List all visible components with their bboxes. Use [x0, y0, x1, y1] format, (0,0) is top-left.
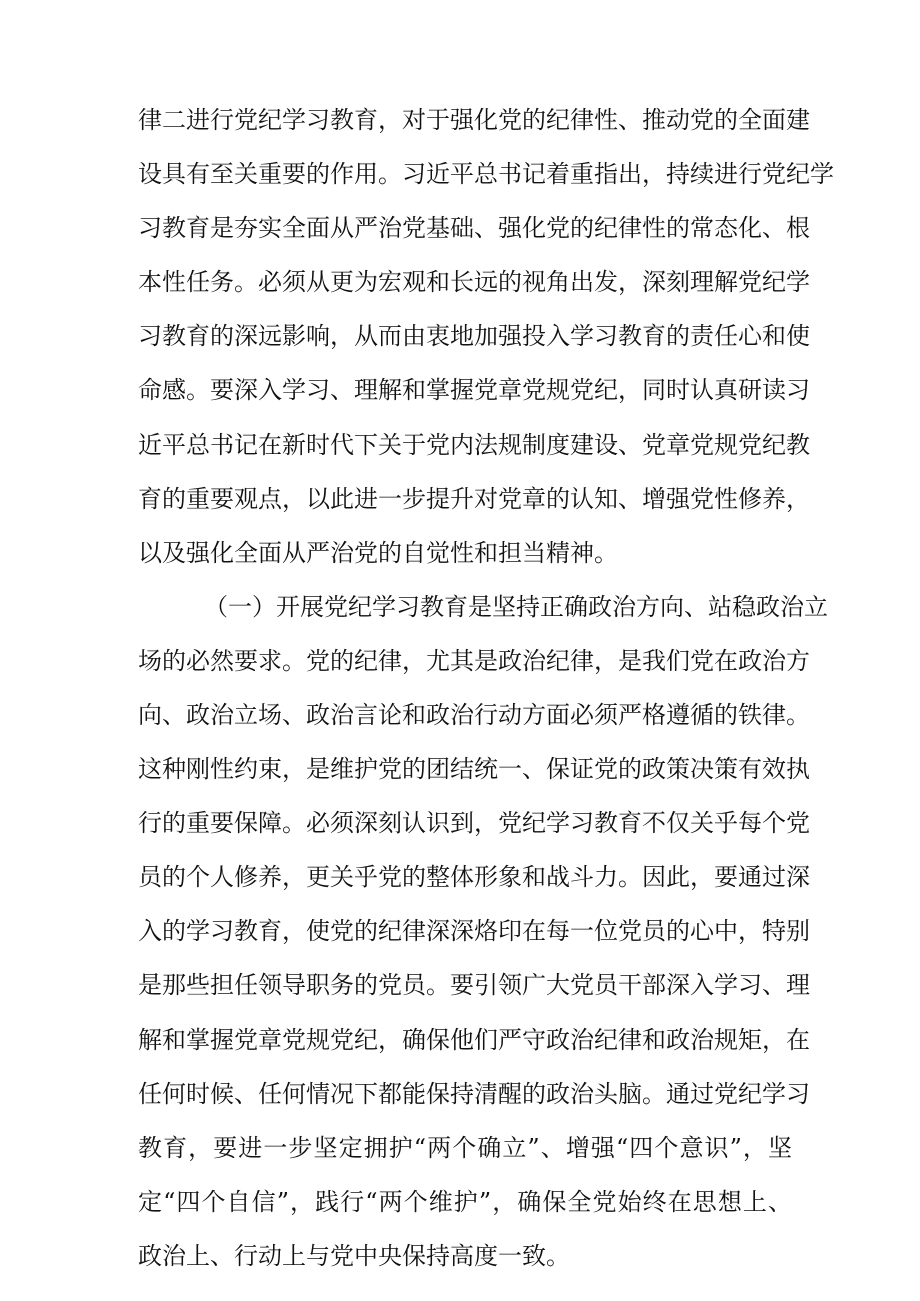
- body-text-line: 教育，要进一步坚定拥护“两个确立”、增强“四个意识”，坚: [138, 1134, 792, 1162]
- body-text-line: 近平总书记在新时代下关于党内法规制度建设、党章党规党纪教: [138, 431, 810, 459]
- body-text-line: 习教育是夯实全面从严治党基础、强化党的纪律性的常态化、根: [138, 214, 810, 242]
- body-text-line: 命感。要深入学习、理解和掌握党章党规党纪，同时认真研读习: [138, 376, 810, 404]
- body-text-line: 设具有至关重要的作用。习近平总书记着重指出，持续进行党纪学: [138, 160, 834, 188]
- body-text-line: 向、政治立场、政治言论和政治行动方面必须严格遵循的铁律。: [138, 701, 810, 729]
- body-text-line: 律二进行党纪学习教育，对于强化党的纪律性、推动党的全面建: [138, 106, 810, 134]
- body-text-line: 这种刚性约束，是维护党的团结统一、保证党的政策决策有效执: [138, 755, 810, 783]
- body-text-line: 育的重要观点，以此进一步提升对党章的认知、增强党性修养，: [138, 485, 810, 513]
- section-heading-line: （一）开展党纪学习教育是坚持正确政治方向、站稳政治立: [204, 593, 828, 621]
- body-text-line: 行的重要保障。必须深刻认识到，党纪学习教育不仅关乎每个党: [138, 809, 810, 837]
- body-text-line: 员的个人修养，更关乎党的整体形象和战斗力。因此，要通过深: [138, 863, 810, 891]
- body-text-line: 习教育的深远影响，从而由衷地加强投入学习教育的责任心和使: [138, 322, 810, 350]
- body-text-line: 入的学习教育，使党的纪律深深烙印在每一位党员的心中，特别: [138, 917, 810, 945]
- body-text-line: 定“四个自信”，践行“两个维护”，确保全党始终在思想上、: [138, 1188, 792, 1216]
- body-text-line: 场的必然要求。党的纪律，尤其是政治纪律，是我们党在政治方: [138, 647, 810, 675]
- body-text-line: 本性任务。必须从更为宏观和长远的视角出发，深刻理解党纪学: [138, 268, 810, 296]
- body-text-line: 任何时候、任何情况下都能保持清醒的政治头脑。通过党纪学习: [138, 1080, 810, 1108]
- body-text-line: 是那些担任领导职务的党员。要引领广大党员干部深入学习、理: [138, 971, 810, 999]
- paragraph-last-line: 政治上、行动上与党中央保持高度一致。: [138, 1242, 570, 1270]
- paragraph-last-line: 以及强化全面从严治党的自觉性和担当精神。: [138, 539, 618, 567]
- body-text-line: 解和掌握党章党规党纪，确保他们严守政治纪律和政治规矩，在: [138, 1026, 810, 1054]
